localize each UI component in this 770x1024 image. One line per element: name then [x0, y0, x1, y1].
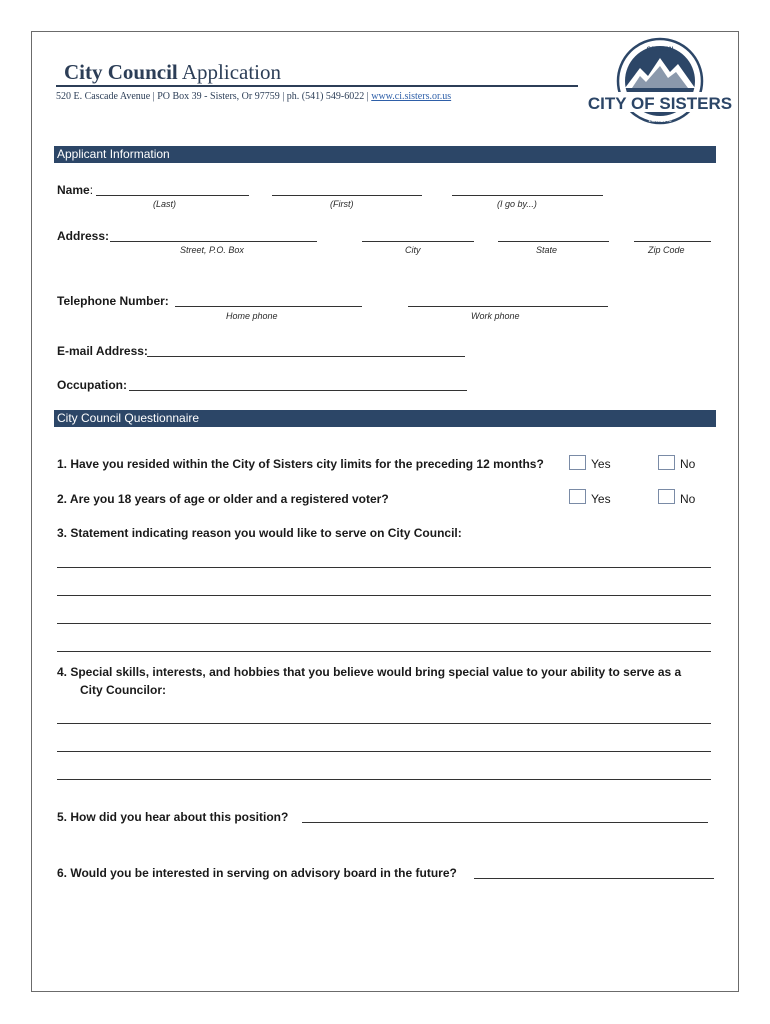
applicant-info-header: Applicant Information	[54, 146, 716, 163]
q1-no-label: No	[680, 457, 696, 471]
question-4-continued: City Councilor:	[80, 683, 166, 697]
zip-hint: Zip Code	[648, 245, 685, 255]
q4-answer-line[interactable]	[57, 723, 711, 724]
logo-state-text: OREGON	[646, 47, 674, 53]
q4-answer-line[interactable]	[57, 751, 711, 752]
contact-address: 520 E. Cascade Avenue | PO Box 39 - Sisters, Or 97759 | ph. (541) 549-6022 | www.ci.sisters.or.us	[56, 91, 452, 102]
q2-no-checkbox[interactable]	[658, 489, 675, 504]
logo-city-text: CITY OF SISTERS	[587, 94, 733, 113]
q1-yes-label: Yes	[591, 457, 611, 471]
city-hint: City	[405, 245, 421, 255]
q1-yes-checkbox[interactable]	[569, 455, 586, 470]
question-4: 4. Special skills, interests, and hobbies that you believe would bring special value to your ability to serve as a	[57, 665, 682, 679]
form-title: City Council Application	[64, 60, 282, 84]
q2-yes-checkbox[interactable]	[569, 489, 586, 504]
last-name-hint: (Last)	[153, 199, 177, 209]
city-field[interactable]	[362, 241, 474, 242]
questionnaire-header: City Council Questionnaire	[54, 410, 716, 427]
form-page	[31, 31, 739, 992]
home-phone-field[interactable]	[175, 306, 362, 307]
email-label: E-mail Address:	[57, 344, 148, 358]
address-label: Address:	[57, 229, 110, 243]
q3-answer-line[interactable]	[57, 595, 711, 596]
title-underline	[56, 85, 578, 87]
q4-answer-line[interactable]	[57, 779, 711, 780]
q2-yes-label: Yes	[591, 492, 611, 506]
state-hint: State	[536, 245, 558, 255]
occupation-label: Occupation:	[57, 378, 128, 392]
street-field[interactable]	[110, 241, 317, 242]
q3-answer-line[interactable]	[57, 651, 711, 652]
question-5: 5. How did you hear about this position?	[57, 810, 289, 824]
first-name-hint: (First)	[330, 199, 354, 209]
question-6: 6. Would you be interested in serving on advisory board in the future?	[57, 866, 457, 880]
zip-field[interactable]	[634, 241, 711, 242]
website-link[interactable]: www.ci.sisters.or.us	[371, 91, 452, 102]
q1-no-checkbox[interactable]	[658, 455, 675, 470]
q2-no-label: No	[680, 492, 696, 506]
city-of-sisters-logo	[587, 36, 733, 136]
preferred-name-hint: (I go by...)	[497, 199, 537, 209]
question-2: 2. Are you 18 years of age or older and a registered voter?	[57, 492, 389, 506]
last-name-field[interactable]	[96, 195, 249, 196]
state-field[interactable]	[498, 241, 609, 242]
work-phone-field[interactable]	[408, 306, 608, 307]
q6-answer-field[interactable]	[474, 878, 714, 879]
street-hint: Street, P.O. Box	[180, 245, 244, 255]
home-phone-hint: Home phone	[226, 311, 278, 321]
name-label: Name:	[57, 183, 94, 197]
preferred-name-field[interactable]	[452, 195, 603, 196]
question-1: 1. Have you resided within the City of Sisters city limits for the preceding 12 months?	[57, 457, 544, 471]
email-field[interactable]	[147, 356, 465, 357]
question-3: 3. Statement indicating reason you would like to serve on City Council:	[57, 526, 462, 540]
phone-label: Telephone Number:	[57, 294, 169, 308]
q3-answer-line[interactable]	[57, 567, 711, 568]
q5-answer-field[interactable]	[302, 822, 708, 823]
work-phone-hint: Work phone	[471, 311, 520, 321]
q3-answer-line[interactable]	[57, 623, 711, 624]
occupation-field[interactable]	[129, 390, 467, 391]
first-name-field[interactable]	[272, 195, 422, 196]
logo-est-text: EST. 1946	[648, 118, 672, 124]
